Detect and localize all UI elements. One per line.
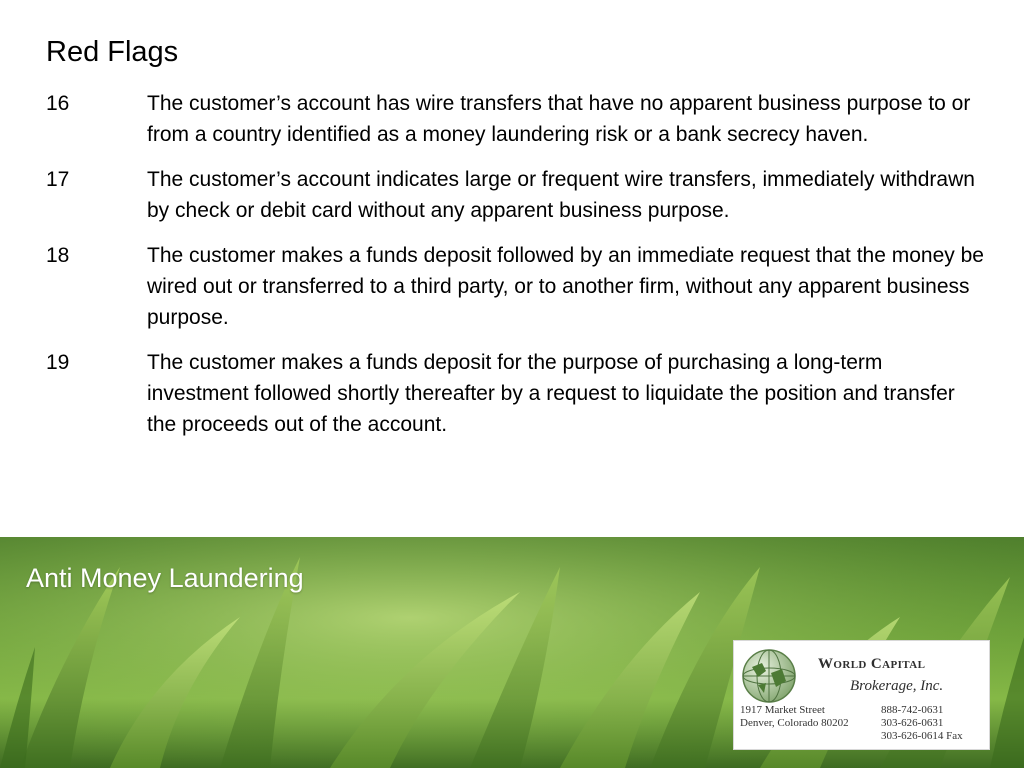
red-flag-item bbox=[46, 88, 986, 150]
company-contact-block bbox=[740, 704, 986, 743]
contact-row bbox=[740, 717, 986, 730]
fax-number: 303-626-0614 Fax bbox=[881, 730, 963, 742]
red-flags-list bbox=[46, 88, 986, 454]
address-line bbox=[740, 730, 881, 743]
red-flag-number: 16 bbox=[46, 92, 70, 115]
contact-row bbox=[740, 730, 986, 743]
red-flag-item bbox=[46, 164, 986, 226]
slide-title: Red Flags bbox=[46, 36, 179, 68]
address-line: Denver, Colorado 80202 bbox=[740, 717, 849, 729]
brand-name-line2: Brokerage, Inc. bbox=[850, 678, 944, 694]
red-flag-text: The customer’s account has wire transfers that have no apparent business purpose to or from a country identified as a money laundering risk or a bank secrecy haven. bbox=[147, 92, 971, 146]
phone-number: 888-742-0631 bbox=[881, 704, 944, 716]
contact-row bbox=[740, 704, 986, 717]
red-flag-number: 19 bbox=[46, 351, 70, 374]
red-flag-number: 18 bbox=[46, 244, 70, 267]
red-flag-text: The customer’s account indicates large or frequent wire transfers, immediately withdrawn by check or debit card without any apparent business purpose. bbox=[147, 168, 975, 222]
red-flag-item bbox=[46, 347, 986, 440]
address-line: 1917 Market Street bbox=[740, 704, 825, 716]
footer-banner bbox=[0, 537, 1024, 768]
brand-name-line1: World Capital bbox=[818, 656, 926, 672]
red-flag-number: 17 bbox=[46, 168, 70, 191]
company-logo bbox=[733, 640, 990, 750]
red-flag-item bbox=[46, 240, 986, 333]
phone-number: 303-626-0631 bbox=[881, 717, 944, 729]
red-flag-text: The customer makes a funds deposit followed by an immediate request that the money be wired out or transferred to a third party, or to another firm, without any apparent business purpose. bbox=[147, 244, 984, 329]
globe-icon bbox=[740, 647, 798, 705]
red-flag-text: The customer makes a funds deposit for the purpose of purchasing a long-term investment followed shortly thereafter by a request to liquidate the position and transfer the proceeds out of the account. bbox=[147, 351, 955, 436]
footer-title: Anti Money Laundering bbox=[26, 563, 304, 593]
